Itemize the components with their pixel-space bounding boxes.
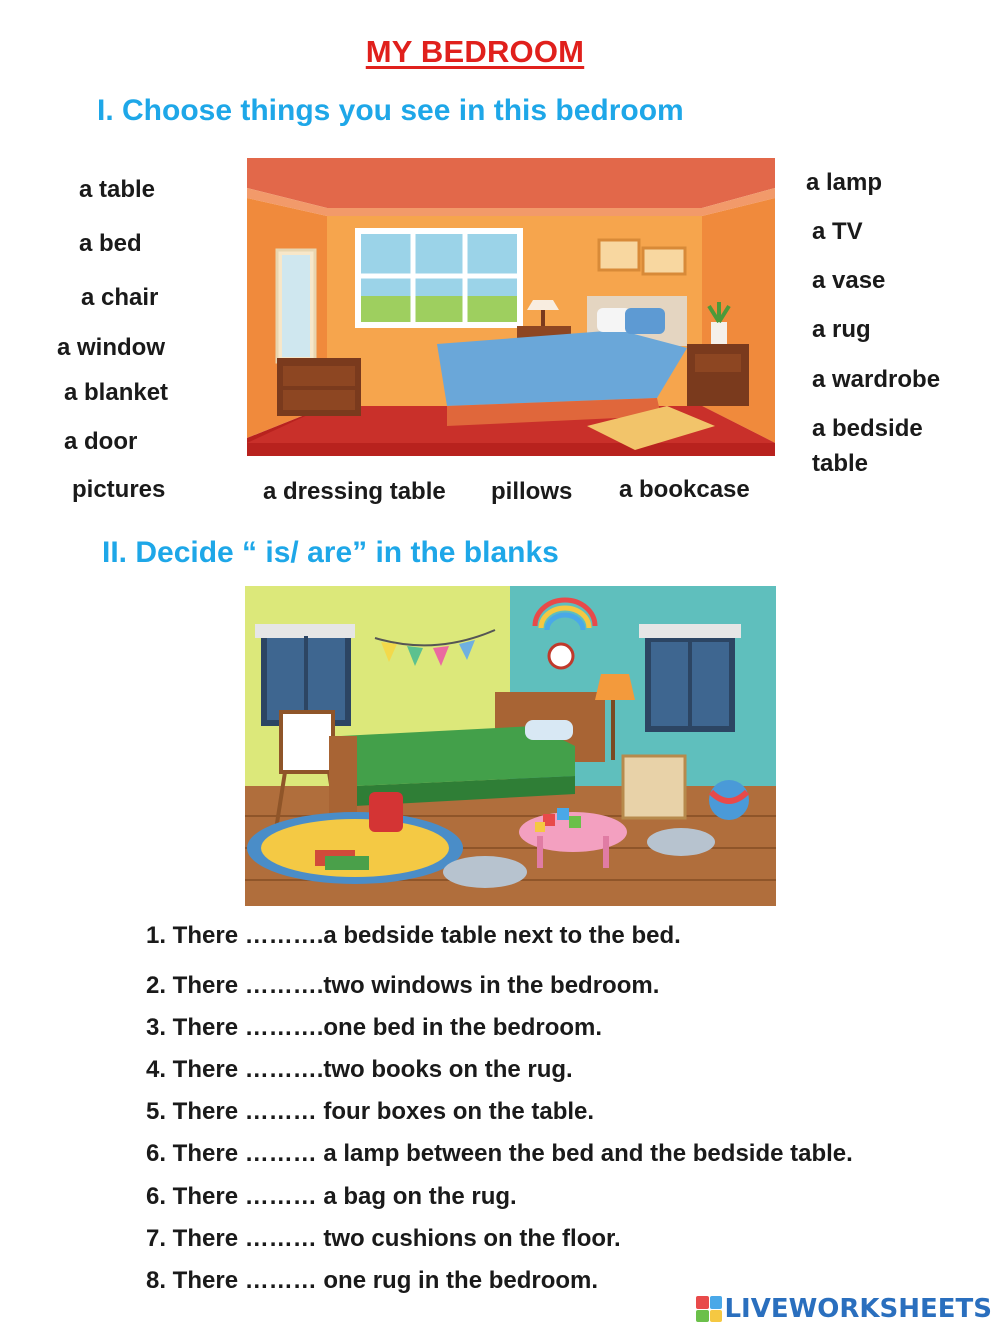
word-option[interactable]: a bedside	[812, 415, 923, 442]
word-option[interactable]: pictures	[72, 476, 166, 503]
liveworksheets-logo-icon	[696, 1296, 722, 1322]
word-option[interactable]: a lamp	[806, 169, 883, 196]
kids-bedroom-illustration	[245, 586, 776, 906]
word-option[interactable]: a dressing table	[263, 478, 446, 505]
word-option[interactable]: a wardrobe	[812, 366, 941, 393]
word-option[interactable]: a rug	[812, 316, 871, 343]
word-option[interactable]: a bookcase	[619, 476, 750, 503]
fill-in-sentence[interactable]: 3. There ……….one bed in the bedroom.	[146, 1014, 603, 1041]
fill-in-sentence[interactable]: 6. There ……… a bag on the rug.	[146, 1183, 517, 1210]
word-option[interactable]: a TV	[812, 218, 863, 245]
word-option[interactable]: a chair	[81, 284, 159, 311]
bedroom-illustration	[247, 158, 775, 456]
fill-in-sentence[interactable]: 8. There ……… one rug in the bedroom.	[146, 1267, 599, 1294]
section-1-heading: I. Choose things you see in this bedroom	[97, 94, 684, 127]
word-option[interactable]: a bed	[79, 230, 142, 257]
section-2-heading: II. Decide “ is/ are” in the blanks	[102, 536, 559, 569]
word-option[interactable]: a vase	[812, 267, 886, 294]
word-option[interactable]: a window	[57, 334, 165, 361]
brand-name: LIVEWORKSHEETS	[724, 1294, 992, 1324]
liveworksheets-logo[interactable]	[696, 1294, 992, 1324]
fill-in-sentence[interactable]: 7. There ……… two cushions on the floor.	[146, 1225, 621, 1252]
fill-in-sentence[interactable]: 1. There ……….a bedside table next to the bed.	[146, 922, 681, 949]
word-option[interactable]: a door	[64, 428, 138, 455]
fill-in-sentence[interactable]: 6. There ……… a lamp between the bed and the bedside table.	[146, 1140, 853, 1167]
word-option[interactable]: a blanket	[64, 379, 169, 406]
word-option-continuation[interactable]: table	[812, 450, 869, 477]
word-option[interactable]: a table	[79, 176, 156, 203]
fill-in-sentence[interactable]: 2. There ……….two windows in the bedroom.	[146, 972, 660, 999]
fill-in-sentence[interactable]: 5. There ……… four boxes on the table.	[146, 1098, 595, 1125]
word-option[interactable]: pillows	[491, 478, 573, 505]
fill-in-sentence[interactable]: 4. There ……….two books on the rug.	[146, 1056, 573, 1083]
page-title: MY BEDROOM	[365, 34, 585, 69]
